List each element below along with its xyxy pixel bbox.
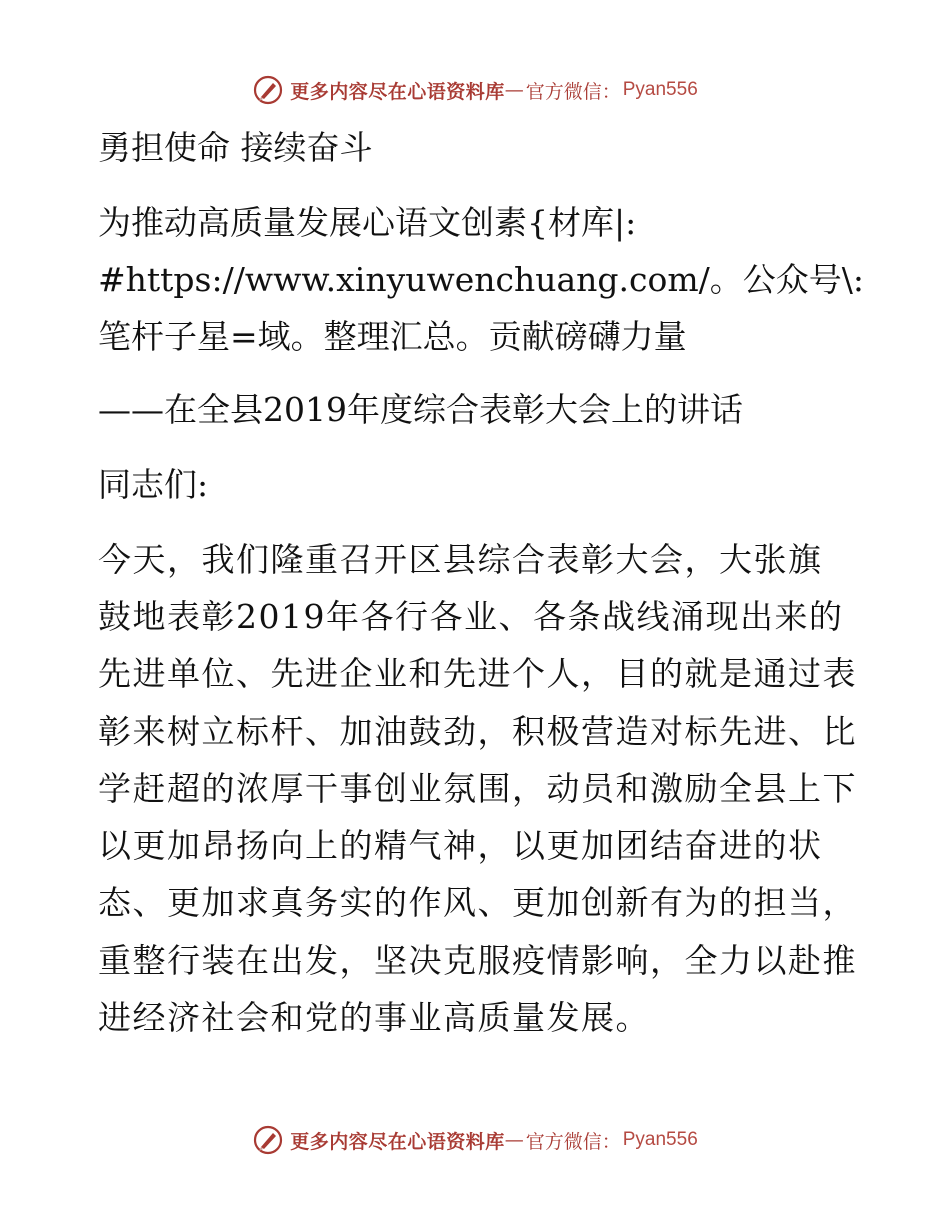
body-line: 进经济社会和党的事业高质量发展。 (98, 998, 650, 1037)
footer-banner (0, 1120, 950, 1160)
subtitle-line: #https://www.xinyuwenchuang.com/。公众号\: (98, 260, 865, 299)
banner-separator: — (504, 79, 524, 101)
banner-wechat-label: 官方微信： (525, 1130, 621, 1153)
banner-separator: — (504, 1129, 524, 1151)
body-line: 鼓地表彰2019年各行各业、各条战线涌现出来的 (98, 597, 844, 636)
subtitle-line: 笔杆子星=域。整理汇总。贡献磅礴力量 (98, 317, 687, 356)
body-line: 以更加昂扬向上的精气神，以更加团结奋进的状 (98, 826, 823, 865)
body-line: 学赶超的浓厚干事创业氛围，动员和激励全县上下 (98, 769, 857, 808)
body-line: 彰来树立标杆、加油鼓劲，积极营造对标先进、比 (98, 712, 857, 751)
banner-wechat-id: Pyan556 (622, 1129, 698, 1150)
banner-wechat-id: Pyan556 (622, 79, 698, 100)
banner-wechat-label: 官方微信： (525, 80, 621, 103)
banner-title: 更多内容尽在心语资料库 (290, 80, 505, 103)
salutation: 同志们: (98, 465, 209, 504)
body-line: 重整行装在出发，坚决克服疫情影响，全力以赴推 (98, 941, 857, 980)
pen-logo-icon (252, 74, 284, 106)
subtitle-line: 为推动高质量发展心语文创素{材库|: (98, 203, 637, 242)
pen-logo-icon (252, 1124, 284, 1156)
body-line: 态、更加求真务实的作风、更加创新有为的担当， (98, 883, 857, 922)
body-line: 先进单位、先进企业和先进个人，目的就是通过表 (98, 654, 857, 693)
banner-title: 更多内容尽在心语资料库 (290, 1130, 505, 1153)
header-banner (0, 70, 950, 110)
body-line: 今天，我们隆重召开区县综合表彰大会，大张旗 (98, 540, 823, 579)
document-title: 勇担使命 接续奋斗 (98, 128, 373, 167)
speech-occasion: ——在全县2019年度综合表彰大会上的讲话 (98, 390, 743, 429)
